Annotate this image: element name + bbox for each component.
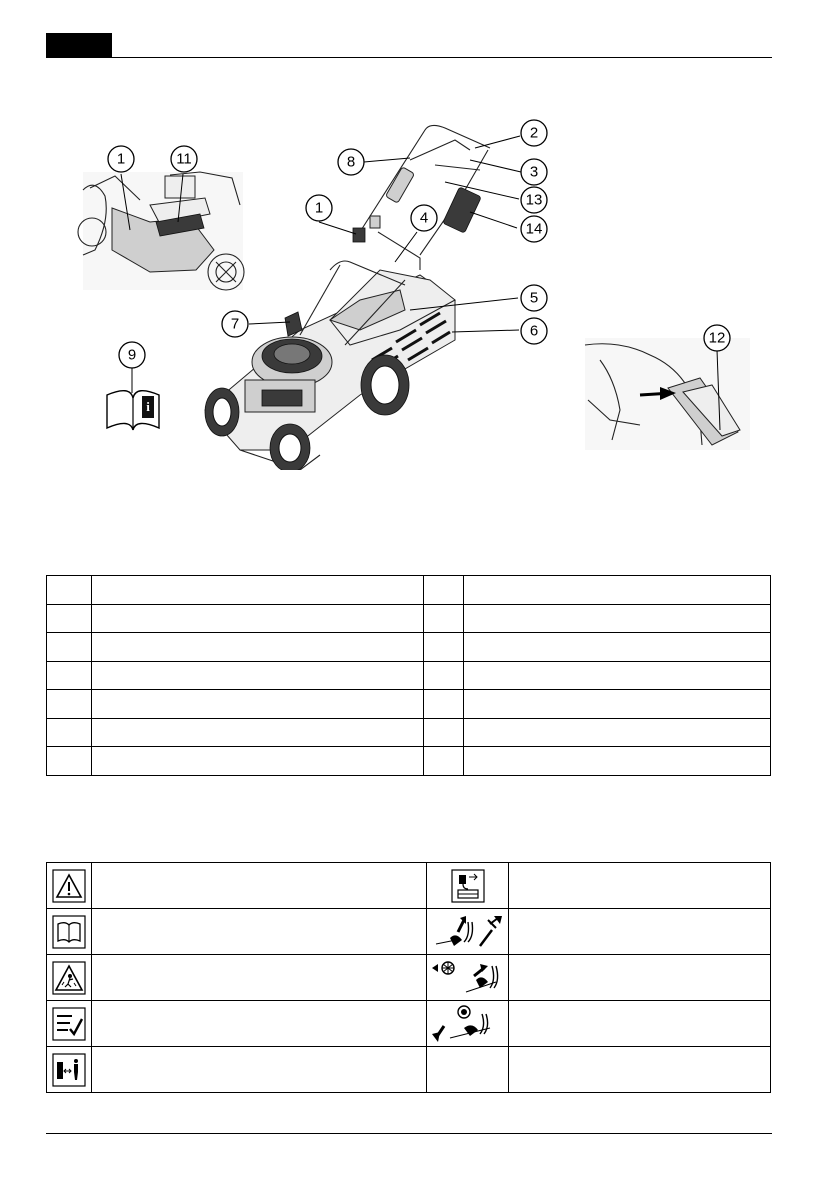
svg-text:11: 11 xyxy=(176,150,192,168)
header-rule xyxy=(46,57,772,58)
thrown-objects-hazard-icon xyxy=(52,961,86,995)
inset-grass-box-detail xyxy=(78,172,244,290)
manual-book-icon xyxy=(52,915,86,949)
table-row xyxy=(47,1001,771,1047)
callout-14 xyxy=(521,216,547,242)
svg-text:5: 5 xyxy=(529,289,539,307)
footer-rule xyxy=(46,1133,772,1134)
table-row xyxy=(47,1047,771,1093)
callout-5 xyxy=(521,285,547,311)
svg-text:9: 9 xyxy=(127,346,137,364)
manual-info-book-icon xyxy=(107,391,159,430)
callout-12 xyxy=(704,325,730,351)
keep-distance-icon xyxy=(52,1053,86,1087)
callout-6 xyxy=(521,318,547,344)
table-row xyxy=(47,576,771,605)
callout-7 xyxy=(222,311,248,337)
table-row xyxy=(47,604,771,633)
lever-engage-disengage-icon xyxy=(430,912,506,952)
symbols-table xyxy=(46,862,771,1093)
lawnmower-figure xyxy=(0,100,839,470)
svg-text:1: 1 xyxy=(116,150,126,168)
svg-text:2: 2 xyxy=(529,124,539,142)
callout-4 xyxy=(411,205,437,231)
checklist-icon xyxy=(52,1007,86,1041)
callout-13 xyxy=(521,187,547,213)
inset-mulch-plug-detail xyxy=(585,338,750,450)
fuel-oil-check-icon xyxy=(451,869,485,903)
callout-1-main xyxy=(306,195,332,221)
callout-11 xyxy=(171,146,197,172)
callout-3 xyxy=(521,159,547,185)
blade-stop-lever-icon xyxy=(430,958,506,998)
parts-table xyxy=(46,575,771,776)
svg-text:1: 1 xyxy=(314,199,324,217)
callout-9 xyxy=(119,342,145,368)
warning-triangle-icon xyxy=(52,869,86,903)
table-row xyxy=(47,747,771,776)
svg-text:14: 14 xyxy=(525,220,543,238)
drive-lever-icon xyxy=(430,1004,506,1044)
table-row xyxy=(47,863,771,909)
svg-text:4: 4 xyxy=(419,209,429,227)
callout-8 xyxy=(338,149,364,175)
callout-2 xyxy=(521,120,547,146)
svg-text:7: 7 xyxy=(230,315,240,333)
table-row xyxy=(47,955,771,1001)
header-tab xyxy=(46,33,112,58)
lawnmower-main-drawing xyxy=(205,125,490,470)
svg-text:6: 6 xyxy=(529,322,539,340)
callout-1-inset xyxy=(108,146,134,172)
table-row xyxy=(47,690,771,719)
table-row xyxy=(47,633,771,662)
svg-text:i: i xyxy=(146,399,150,414)
svg-text:8: 8 xyxy=(346,153,356,171)
table-row xyxy=(47,661,771,690)
svg-text:3: 3 xyxy=(529,163,539,181)
svg-text:13: 13 xyxy=(525,191,543,209)
table-row xyxy=(47,718,771,747)
svg-text:12: 12 xyxy=(708,329,726,347)
table-row xyxy=(47,909,771,955)
